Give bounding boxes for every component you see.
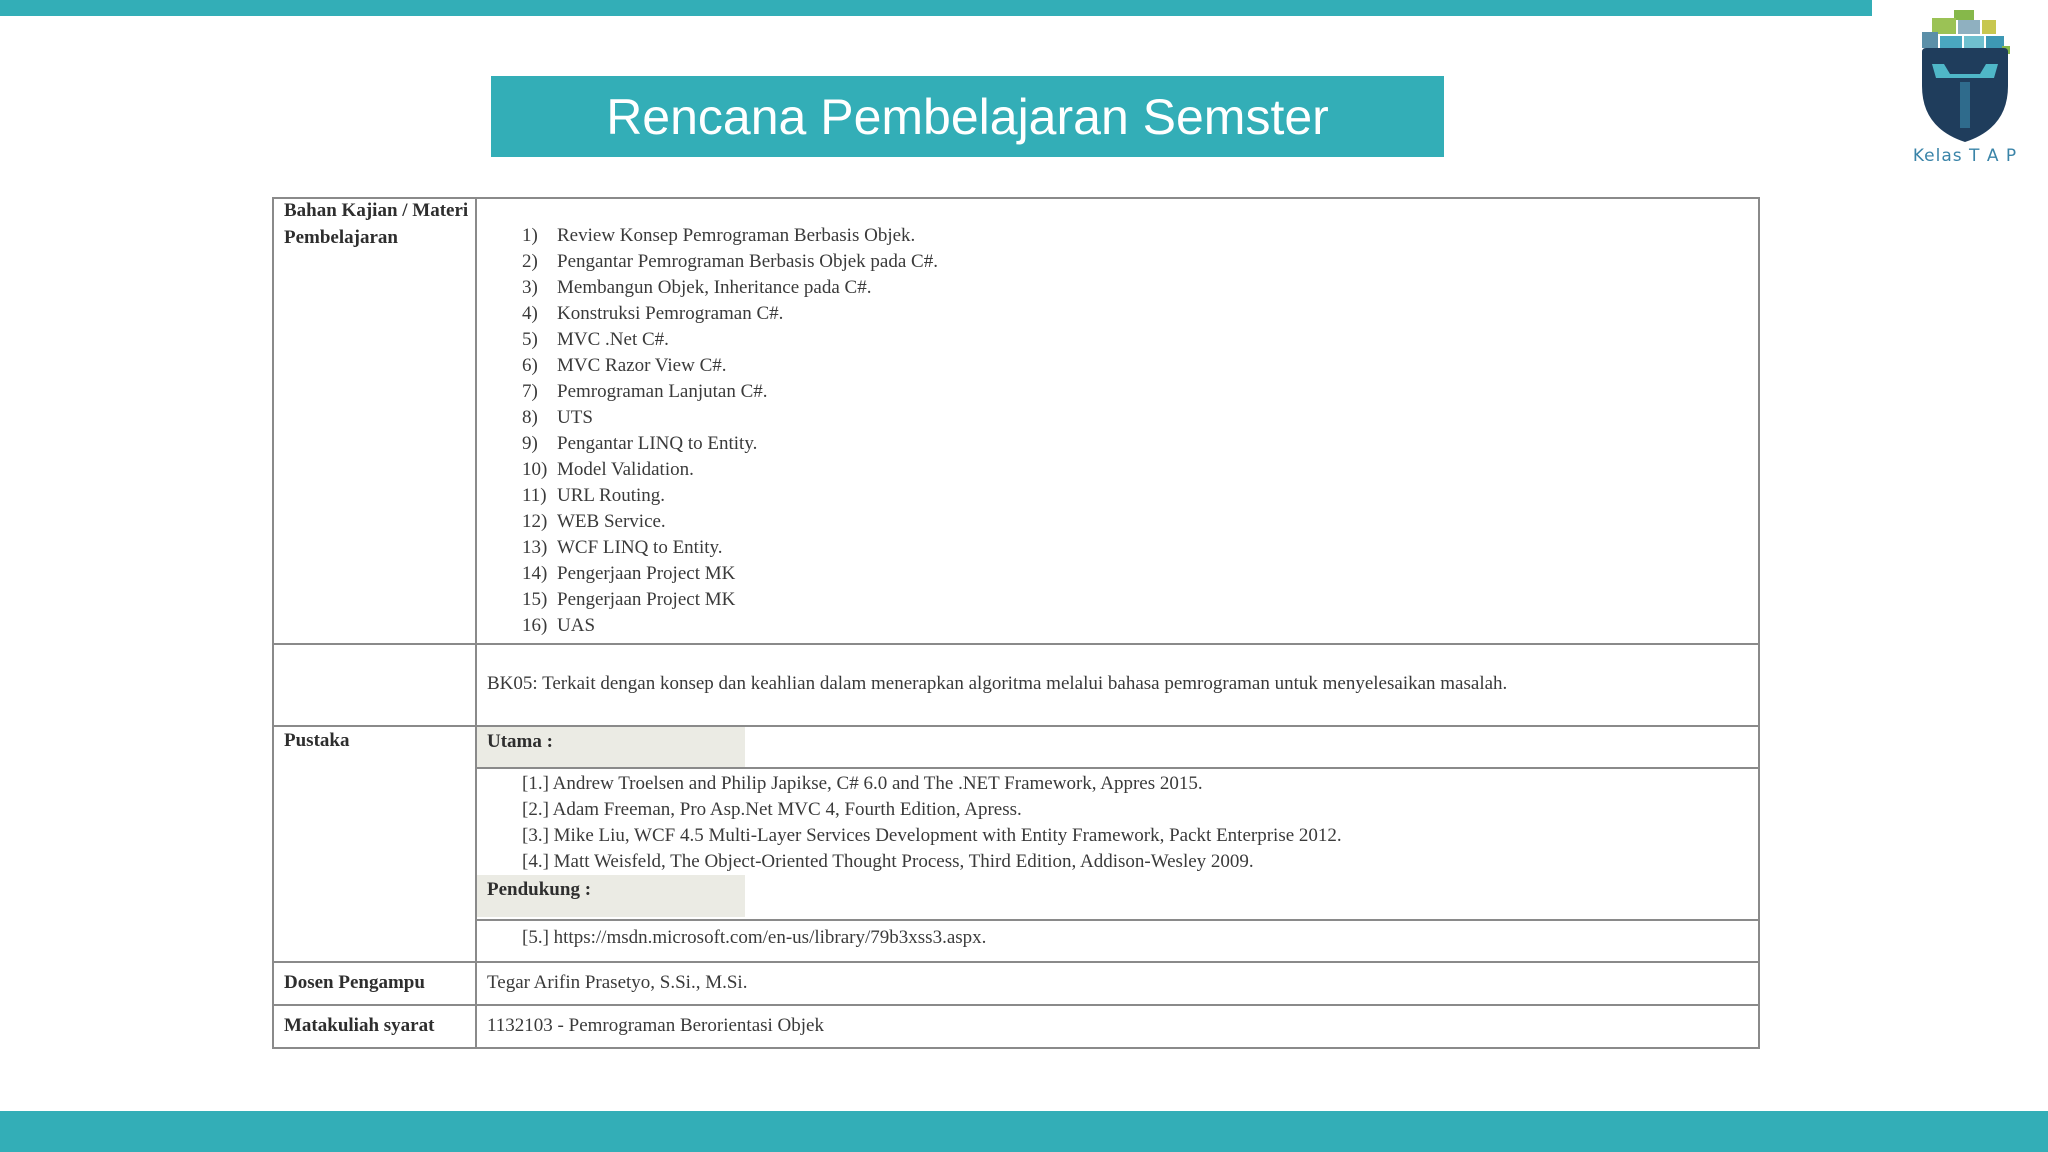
table-border-bottom xyxy=(272,1047,1760,1049)
reference-link: [5.] https://msdn.microsoft.com/en-us/library/79b3xss3.aspx. xyxy=(522,927,987,948)
utama-label: Utama : xyxy=(477,727,745,767)
list-item: 1) Review Konsep Pemrograman Berbasis Objek. xyxy=(522,225,916,246)
logo-text: Kelas T A P xyxy=(1912,146,2018,166)
row-divider xyxy=(475,767,1760,769)
rps-table xyxy=(272,197,1760,1049)
syarat-label: Matakuliah syarat xyxy=(284,1015,435,1036)
list-item: 7) Pemrograman Lanjutan C#. xyxy=(522,381,768,402)
table-border-left xyxy=(272,197,274,1049)
list-item: 16) UAS xyxy=(522,615,596,636)
list-item: 9) Pengantar LINQ to Entity. xyxy=(522,433,758,454)
list-item: 3) Membangun Objek, Inheritance pada C#. xyxy=(522,277,872,298)
slide-title: Rencana Pembelajaran Semster xyxy=(491,76,1444,157)
reference-item: [3.] Mike Liu, WCF 4.5 Multi-Layer Services Development with Entity Framework, Packt Enterprise 2012. xyxy=(522,825,1342,846)
list-item: 8) UTS xyxy=(522,407,593,428)
list-item: 4) Konstruksi Pemrograman C#. xyxy=(522,303,784,324)
list-item: 6) MVC Razor View C#. xyxy=(522,355,727,376)
top-accent-bar xyxy=(0,0,1872,16)
table-border-top xyxy=(272,197,1760,199)
list-item: 13) WCF LINQ to Entity. xyxy=(522,537,723,558)
reference-item: [4.] Matt Weisfeld, The Object-Oriented Thought Process, Third Edition, Addison-Wesley 2009. xyxy=(522,851,1254,872)
table-border-right xyxy=(1758,197,1760,1049)
list-item: 10) Model Validation. xyxy=(522,459,694,480)
row-divider xyxy=(475,919,1760,921)
syarat-value: 1132103 - Pemrograman Berorientasi Objek xyxy=(487,1015,824,1036)
bahan-kajian-label: Bahan Kajian / Materi Pembelajaran xyxy=(284,200,469,248)
list-item: 11) URL Routing. xyxy=(522,485,666,506)
reference-item: [1.] Andrew Troelsen and Philip Japikse, C# 6.0 and The .NET Framework, Appres 2015. xyxy=(522,773,1203,794)
reference-item: [2.] Adam Freeman, Pro Asp.Net MVC 4, Fourth Edition, Apress. xyxy=(522,799,1022,820)
dosen-value: Tegar Arifin Prasetyo, S.Si., M.Si. xyxy=(487,972,748,993)
list-item: 14) Pengerjaan Project MK xyxy=(522,563,736,584)
pustaka-label: Pustaka xyxy=(284,730,350,751)
list-item: 15) Pengerjaan Project MK xyxy=(522,589,736,610)
bk-description: BK05: Terkait dengan konsep dan keahlian dalam menerapkan algoritma melalui bahasa pemrograman untuk menyelesaikan masalah. xyxy=(487,673,1508,694)
list-item: 12) WEB Service. xyxy=(522,511,666,532)
list-item: 2) Pengantar Pemrograman Berbasis Objek pada C#. xyxy=(522,251,938,272)
column-divider xyxy=(475,197,477,1049)
dosen-label: Dosen Pengampu xyxy=(284,972,425,993)
list-item: 5) MVC .Net C#. xyxy=(522,329,669,350)
bottom-accent-bar xyxy=(0,1111,2048,1152)
pendukung-label: Pendukung : xyxy=(477,875,745,917)
row-divider xyxy=(272,643,1760,645)
